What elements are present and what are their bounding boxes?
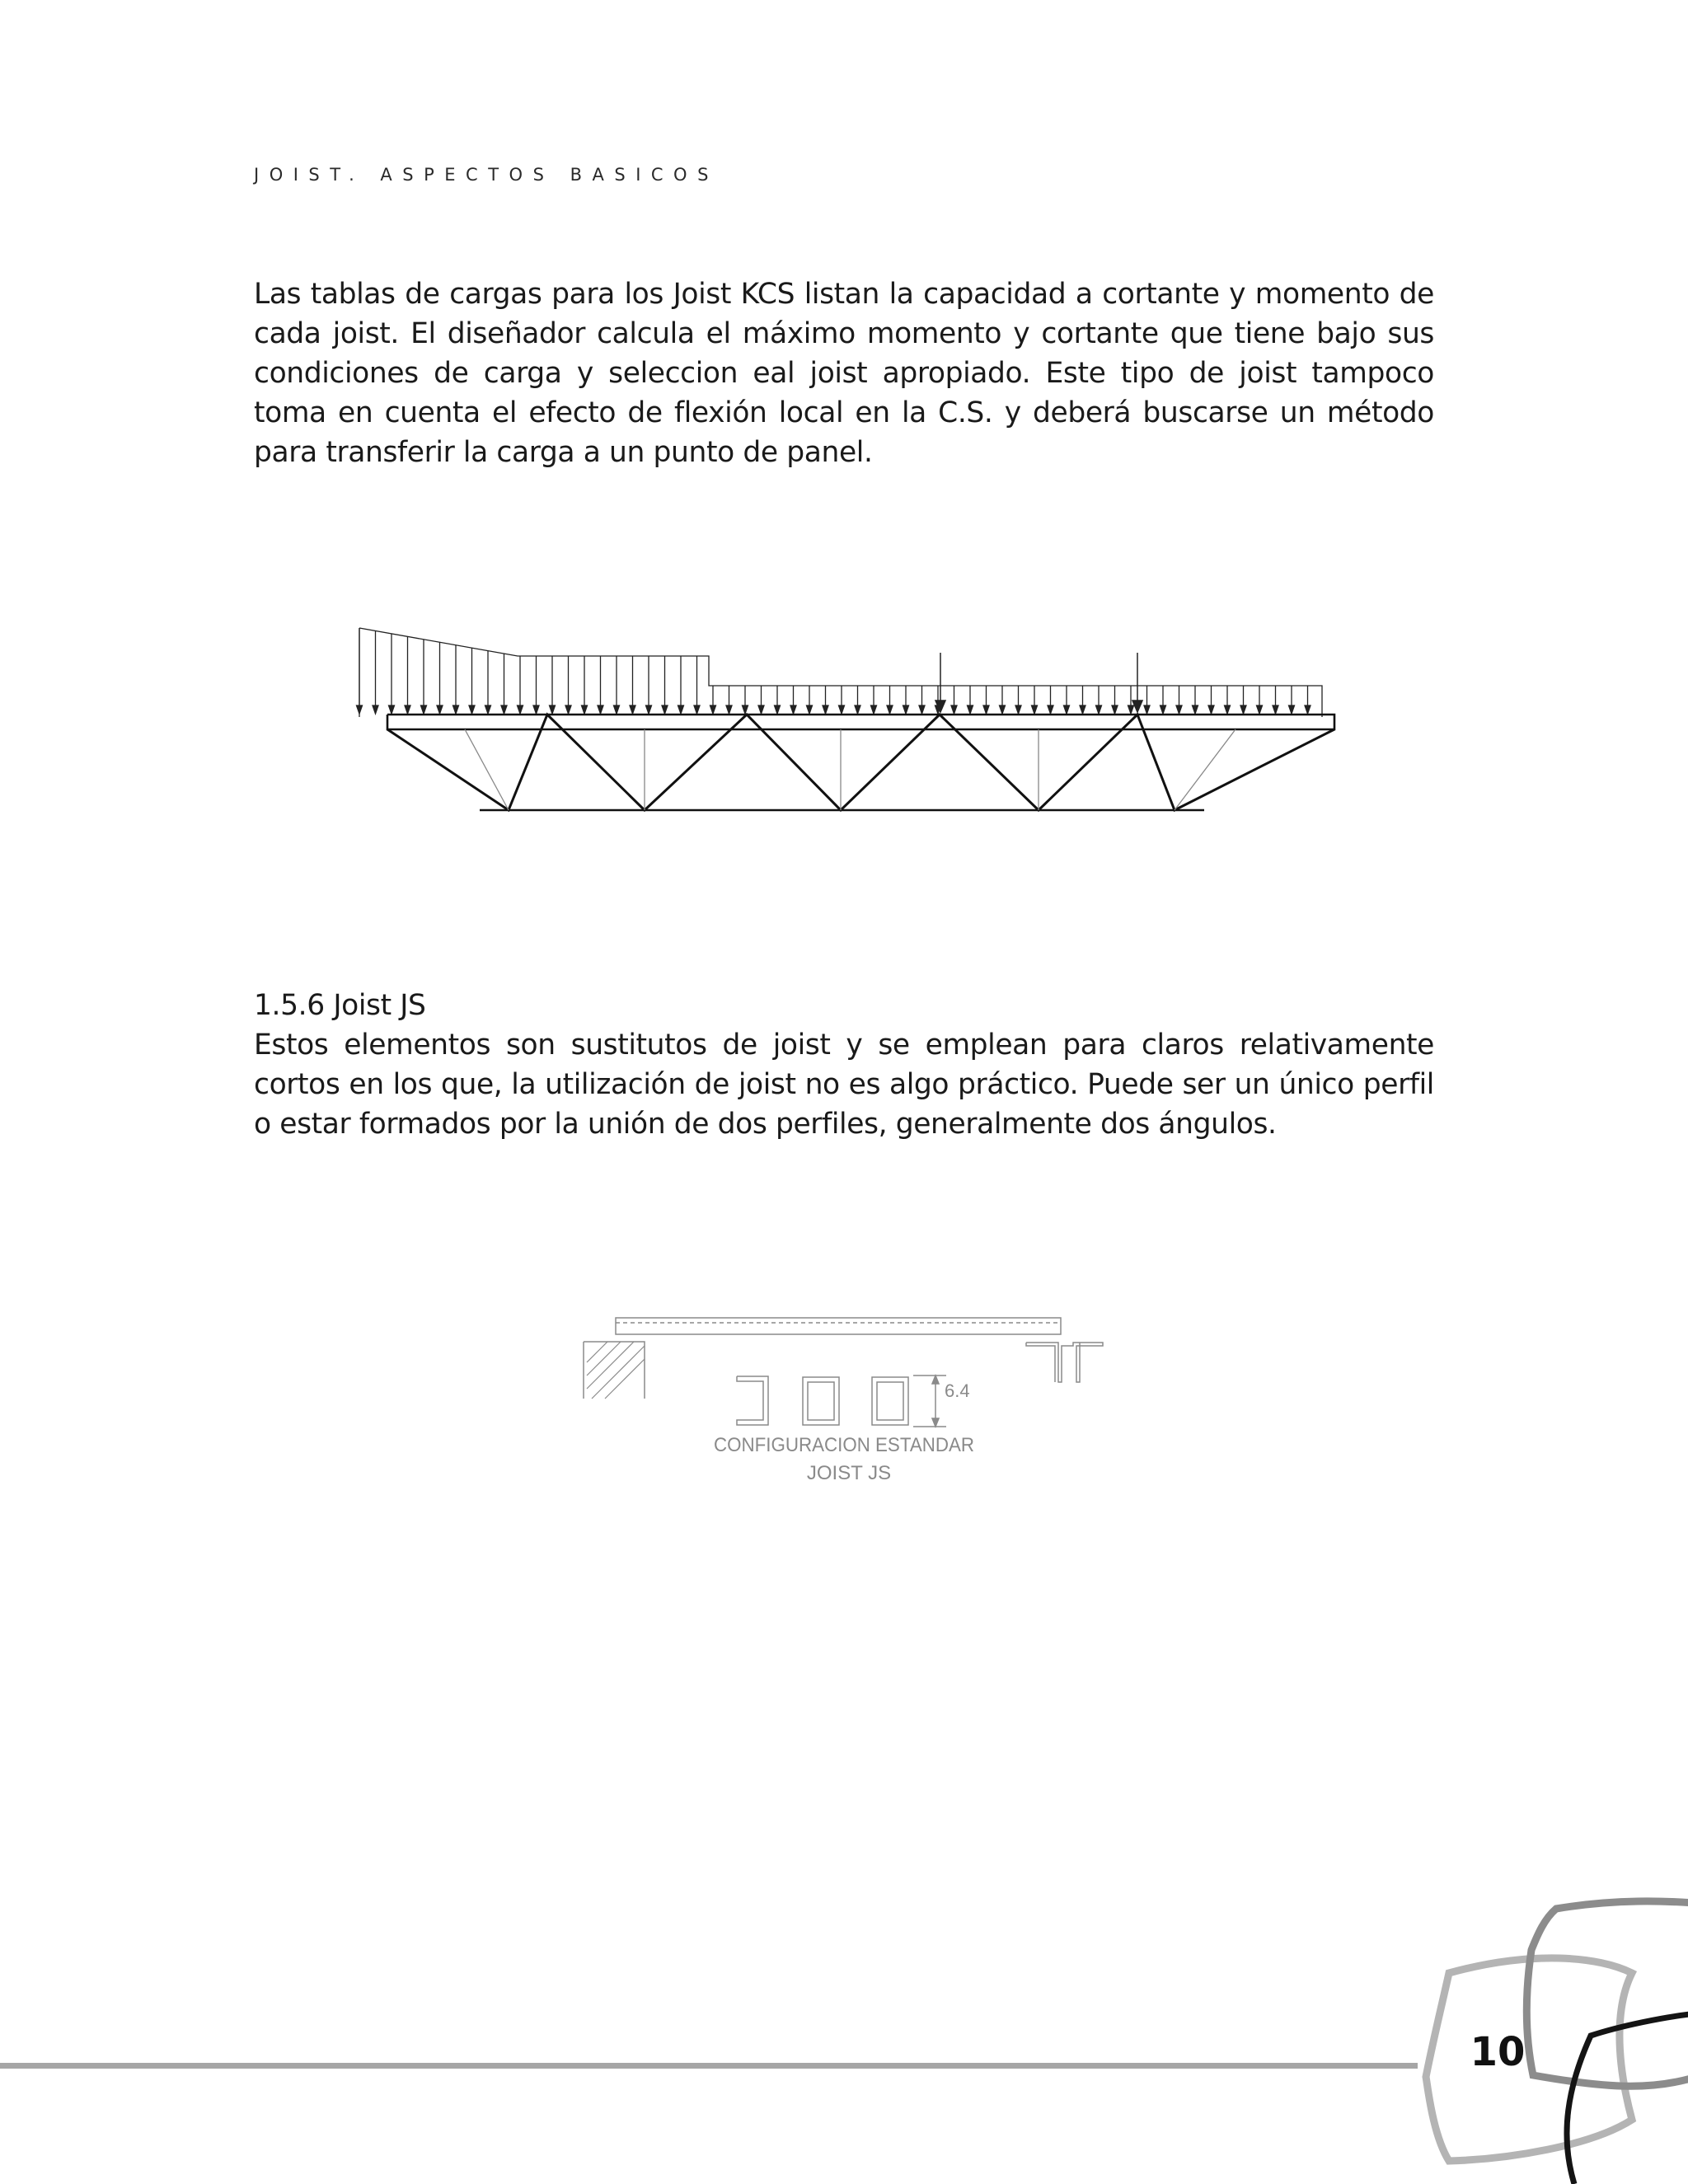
load-arrow-head	[694, 705, 700, 714]
vertical-members	[465, 729, 1236, 810]
load-arrow-head	[373, 705, 378, 714]
load-arrow-head	[469, 705, 475, 714]
load-arrow-head	[1015, 705, 1021, 714]
load-arrow-head	[1240, 705, 1246, 714]
double-angle	[1026, 1343, 1103, 1382]
load-arrow-head	[951, 705, 957, 714]
load-arrow-head	[726, 705, 732, 714]
load-arrow-head	[405, 705, 410, 714]
footer-decorative-shapes	[1352, 1871, 1688, 2184]
load-arrow-head	[501, 705, 507, 714]
load-arrow-head	[1128, 705, 1134, 714]
load-arrow-head	[1273, 705, 1278, 714]
concentrated-loads	[935, 653, 1142, 712]
wall-hatch	[587, 1342, 645, 1399]
kcs-joist-load-diagram	[330, 610, 1368, 824]
load-arrow-head	[550, 705, 556, 714]
load-arrow-head	[839, 705, 845, 714]
load-arrow-head	[855, 705, 860, 714]
load-arrow-head	[1080, 705, 1085, 714]
load-arrow-head	[421, 705, 427, 714]
load-arrow-head	[871, 705, 877, 714]
load-arrow-head	[630, 705, 635, 714]
load-arrow-head	[790, 705, 796, 714]
load-arrow-head	[518, 705, 523, 714]
load-arrow-head	[903, 705, 909, 714]
load-arrow-head	[823, 705, 828, 714]
channel-section	[737, 1376, 768, 1425]
joist-js-configuration-diagram	[569, 1306, 1121, 1488]
load-arrow-head	[758, 705, 764, 714]
load-arrow-head	[1257, 705, 1263, 714]
load-arrow-head	[1064, 705, 1070, 714]
load-arrow-head	[389, 705, 395, 714]
load-arrow-head	[598, 705, 603, 714]
load-arrow-head	[662, 705, 668, 714]
load-arrow-head	[1289, 705, 1295, 714]
section-body: Estos elementos son sustitutos de joist y se emplean para claros relativamente cortos en los que, la utilización de joist no es algo práctico. Puede ser un único perfil o estar formados por la unión de dos perfiles, generalmente dos ángulos.	[254, 1029, 1434, 1141]
load-arrow-head	[1193, 705, 1198, 714]
load-arrow-head	[1000, 705, 1006, 714]
section-joist-js	[254, 986, 1434, 1144]
figure-caption-line-2: JOIST JS	[806, 1462, 892, 1484]
running-header: JOIST. ASPECTOS BASICOS	[254, 165, 719, 185]
load-arrow-head	[582, 705, 588, 714]
load-arrow-head	[1048, 705, 1053, 714]
load-arrow-head	[646, 705, 652, 714]
top-chord	[387, 715, 1334, 729]
load-arrow-head	[1160, 705, 1166, 714]
load-arrow-head	[775, 705, 781, 714]
load-arrow-head	[983, 705, 989, 714]
load-arrow-head	[1208, 705, 1214, 714]
load-arrow-head	[1112, 705, 1118, 714]
load-arrow-head	[887, 705, 893, 714]
load-arrow-head	[1144, 705, 1150, 714]
section-heading: 1.5.6 Joist JS	[254, 989, 426, 1022]
figure-caption-line-1: CONFIGURACION ESTANDAR	[714, 1434, 974, 1456]
footer-rule	[0, 2063, 1418, 2069]
load-arrow-head	[437, 705, 443, 714]
load-arrow-head	[453, 705, 459, 714]
load-arrow-head	[485, 705, 491, 714]
paragraph-kcs-load-tables: Las tablas de cargas para los Joist KCS listan la capacidad a cortante y momento de cada joist. El diseñador calcula el máximo momento y cortante que tiene bajo sus condiciones de carga y seleccion eal joist apropiado. Este tipo de joist tampoco toma en cuenta el efecto de flexión local en la C.S. y deberá buscarse un método para transferir la carga a un punto de panel.	[254, 278, 1434, 469]
page-number: 10	[1470, 2029, 1526, 2075]
load-arrow-head	[968, 705, 973, 714]
load-arrow-head	[565, 705, 571, 714]
load-arrow-head	[1032, 705, 1038, 714]
load-arrow-head	[1305, 705, 1311, 714]
load-arrow-head	[919, 705, 925, 714]
distributed-load-arrows	[357, 628, 1311, 714]
load-arrow-head	[807, 705, 813, 714]
dimension-label: 6.4	[945, 1380, 970, 1401]
load-arrow-head	[1176, 705, 1182, 714]
deck-slab	[616, 1318, 1061, 1334]
load-arrow-head	[1225, 705, 1231, 714]
load-arrow-head	[678, 705, 684, 714]
load-arrow-head	[743, 705, 748, 714]
deco-shape-mid	[1526, 1901, 1688, 2086]
load-arrow-head	[533, 705, 539, 714]
load-arrow-head	[614, 705, 620, 714]
load-arrow-head	[710, 705, 716, 714]
load-arrow-head	[1096, 705, 1102, 714]
